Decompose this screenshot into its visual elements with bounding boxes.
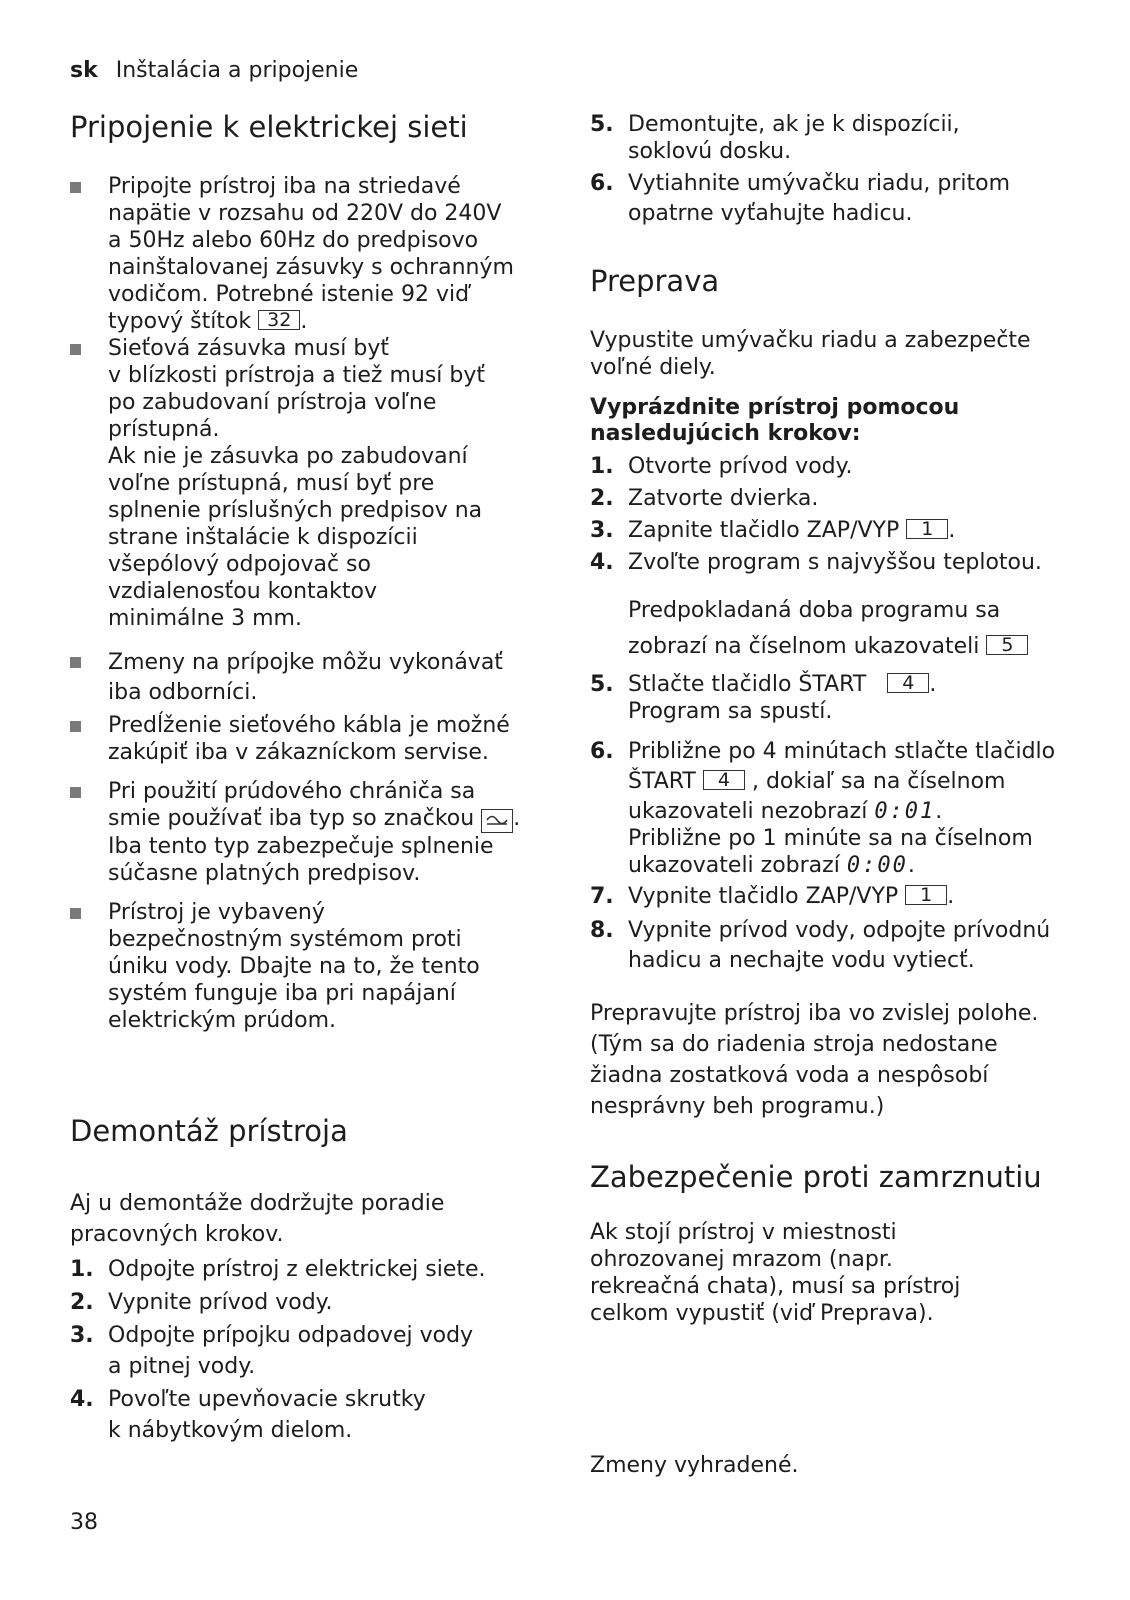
heading-transport: Preprava — [590, 264, 720, 298]
dismantling-section — [70, 1188, 540, 1446]
bullet-item: Pri použití prúdového chrániča sa smie používať iba typ so značkou . Iba tento typ zabezpečuje splnenie súčasne platných predpisov. — [70, 778, 540, 887]
bullet-item: Sieťová zásuvka musí byť v blízkosti prístroja a tiež musí byť po zabudovaní prístroja voľne prístupná. Ak nie je zásuvka po zabudovaní voľne prístupná, musí byť pre splnenie príslušných predpisov na strane inštalácie k dispozícii všepólový odpojovač so vzdialenosťou kontaktov minimálne 3 mm. — [70, 335, 540, 632]
list-item: 2. Vypnite prívod vody. — [70, 1290, 333, 1315]
on-off-button-ref-box: 1 — [905, 885, 947, 905]
bullet-item: Predĺženie sieťového kábla je možné zakúpiť iba v zákazníckom servise. — [70, 712, 540, 766]
transport-section — [590, 327, 1070, 1122]
frost-protection-text: Ak stojí prístroj v miestnosti ohrozovanej mrazom (napr. rekreačná chata), musí sa prístroj celkom vypustiť (viď Preprava). — [590, 1220, 961, 1326]
start-button-ref-box: 4 — [703, 770, 745, 790]
page-number: 38 — [70, 1510, 98, 1535]
on-off-button-ref-box: 1 — [906, 519, 948, 539]
list-item: 1. Odpojte prístroj z elektrickej siete. — [70, 1257, 486, 1282]
transport-intro: Vypustite umývačku riadu a zabezpečte voľné diely. — [590, 328, 1031, 380]
transport-subheading: Vyprázdnite prístroj pomocou nasledujúcich krokov: — [590, 395, 960, 446]
start-button-ref-box: 4 — [887, 673, 929, 693]
dismantling-steps-continued — [590, 111, 1070, 229]
rcd-symbol-icon — [481, 809, 513, 833]
heading-frost-protection: Zabezpečenie proti zamrznutiu — [590, 1160, 1042, 1194]
rating-plate-ref-box: 32 — [258, 310, 300, 330]
list-item: 4. Zvoľte program s najvyššou teplotou. Predpokladaná doba programu sa zobrazí na číselnom ukazovateli 5 — [590, 550, 1042, 659]
list-item: 6. Vytiahnite umývačku riadu, pritom opatrne vyťahujte hadicu. — [590, 171, 1011, 226]
list-item: 5. Demontujte, ak je k dispozícii, soklovú dosku. — [590, 112, 960, 164]
heading-dismantling: Demontáž prístroja — [70, 1114, 348, 1148]
electrical-bullets — [70, 173, 540, 1034]
section-title: Inštalácia a pripojenie — [115, 58, 359, 83]
bullet-item: Zmeny na prípojke môžu vykonávať iba odborníci. — [70, 648, 540, 708]
bullet-item: Pripojte prístroj iba na striedavé napätie v rozsahu od 220V do 240V a 50Hz alebo 60Hz do predpisovo nainštalovanej zásuvky s ochranným vodičom. Potrebné istenie 92 viď typový štítok 32 . — [70, 173, 540, 335]
list-item: 3. Odpojte prípojku odpadovej vody a pitnej vody. — [70, 1323, 474, 1379]
list-item: 6. Približne po 4 minútach stlačte tlačidlo ŠTART 4 , dokiaľ sa na číselnom ukazovateli nezobrazí 0:01. Približne po 1 minúte sa na číselnom ukazovateli zobrazí 0:00. — [590, 739, 1056, 878]
page-header — [70, 56, 358, 86]
list-item: 2. Zatvorte dvierka. — [590, 486, 819, 511]
dismantling-intro: Aj u demontáže dodržujte poradie pracovných krokov. — [70, 1191, 445, 1247]
lcd-readout: 0:00 — [846, 853, 908, 878]
transport-note: Prepravujte prístroj iba vo zvislej polohe. (Tým sa do riadenia stroja nedostane žiadna zostatková voda a nespôsobí nesprávny beh programu.) — [590, 1001, 1039, 1119]
list-item: 3. Zapnite tlačidlo ZAP/VYP 1 . — [590, 518, 956, 543]
lcd-readout: 0:01 — [874, 799, 936, 824]
list-item: 5. Stlačte tlačidlo ŠTART 4 . Program sa spustí. — [590, 672, 937, 724]
list-item: 7. Vypnite tlačidlo ZAP/VYP 1 . — [590, 884, 955, 909]
bullet-item: Prístroj je vybavený bezpečnostným systémom proti úniku vody. Dbajte na to, že tento systém funguje iba pri napájaní elektrickým prúdom. — [70, 899, 540, 1034]
language-code: sk — [70, 58, 98, 83]
list-item: 8. Vypnite prívod vody, odpojte prívodnú hadicu a nechajte vodu vytiecť. — [590, 918, 1051, 973]
list-item: 4. Povoľte upevňovacie skrutky k nábytkovým dielom. — [70, 1387, 426, 1443]
heading-electrical-connection: Pripojenie k elektrickej sieti — [70, 110, 468, 144]
display-ref-box: 5 — [986, 635, 1028, 655]
list-item: 1. Otvorte prívod vody. — [590, 454, 853, 479]
changes-reserved-note: Zmeny vyhradené. — [590, 1453, 799, 1478]
